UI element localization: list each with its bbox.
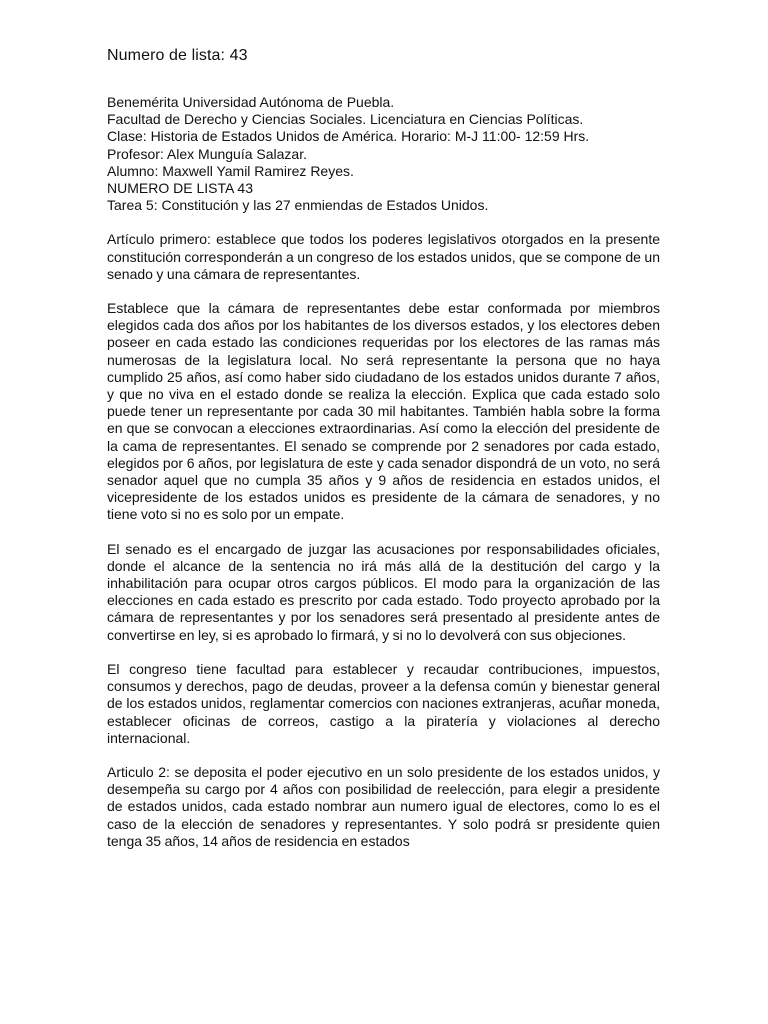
header-line-class: Clase: Historia de Estados Unidos de América. Horario: M-J 11:00- 12:59 Hrs. xyxy=(107,128,590,145)
paragraph-article-2: Articulo 2: se deposita el poder ejecutivo en un solo presidente de los estados unidos, y desempeña su cargo por 4 años con posibilidad de reelección, para elegir a presidente de estados unidos, cada estado nombrar aun numero igual de electores, como lo es el caso de la elección de senadores y representantes. Y solo podrá sr presidente quien tenga 35 años, 14 años de residencia en estados xyxy=(107,763,660,849)
document-page xyxy=(107,46,660,850)
header-line-university: Benemérita Universidad Autónoma de Puebla. xyxy=(107,94,395,110)
header-line-list-number: NUMERO DE LISTA 43 xyxy=(107,180,254,197)
header-line-professor: Profesor: Alex Munguía Salazar. xyxy=(107,145,307,162)
header-line-faculty: Facultad de Derecho y Ciencias Sociales. Licenciatura en Ciencias Políticas. xyxy=(107,111,584,128)
paragraph-senate-trials: El senado es el encargado de juzgar las acusaciones por responsabilidades oficiales, donde el alcance de la sentencia no irá más allá de la destitución del cargo y la inhabilitación para ocupar otros cargos públicos. El modo para la organización de las elecciones en cada estado es prescrito por cada estado. Todo proyecto aprobado por la cámara de representantes y por los senadores será presentado al presidente antes de convertirse en ley, si es aprobado lo firmará, y si no lo devolverá con sus objeciones. xyxy=(107,540,660,643)
paragraph-article-1: Artículo primero: establece que todos los poderes legislativos otorgados en la presente constitución corresponderán a un congreso de los estados unidos, que se compone de un senado y una cámara de representantes. xyxy=(107,231,660,282)
paragraph-house-senate: Establece que la cámara de representantes debe estar conformada por miembros elegidos cada dos años por los habitantes de los diversos estados, y los electores deben poseer en cada estado las condiciones requeridas por los electores de las ramas más numerosas de la legislatura local. No será representante la persona que no haya cumplido 25 años, así como haber sido ciudadano de los estados unidos durante 7 años, y que no viva en el estado donde se realiza la elección. Explica que cada estado solo puede tener un representante por cada 30 mil habitantes. También habla sobre la forma en que se convocan a elecciones extraordinarias. Así como la elección del presidente de la cama de representantes. El senado se comprende por 2 senadores por cada estado, elegidos por 6 años, por legislatura de este y cada senador dispondrá de un voto, no será senador aquel que no cumpla 35 años y 9 años de residencia en estados unidos, el vicepresidente de los estados unidos es presidente de la cámara de senadores, y no tiene voto si no es solo por un empate. xyxy=(107,300,660,523)
header-line-student: Alumno: Maxwell Yamil Ramirez Reyes. xyxy=(107,162,354,179)
document-header-block xyxy=(107,94,660,214)
paragraph-congress-powers: El congreso tiene facultad para establecer y recaudar contribuciones, impuestos, consumos y derechos, pago de deudas, proveer a la defensa común y bienestar general de los estados unidos, reglamentar comercios con naciones extranjeras, acuñar moneda, establecer oficinas de correos, castigo a la piratería y violaciones al derecho internacional. xyxy=(107,660,660,746)
header-line-assignment: Tarea 5: Constitución y las 27 enmiendas de Estados Unidos. xyxy=(107,197,489,214)
document-title: Numero de lista: 43 xyxy=(107,47,248,64)
